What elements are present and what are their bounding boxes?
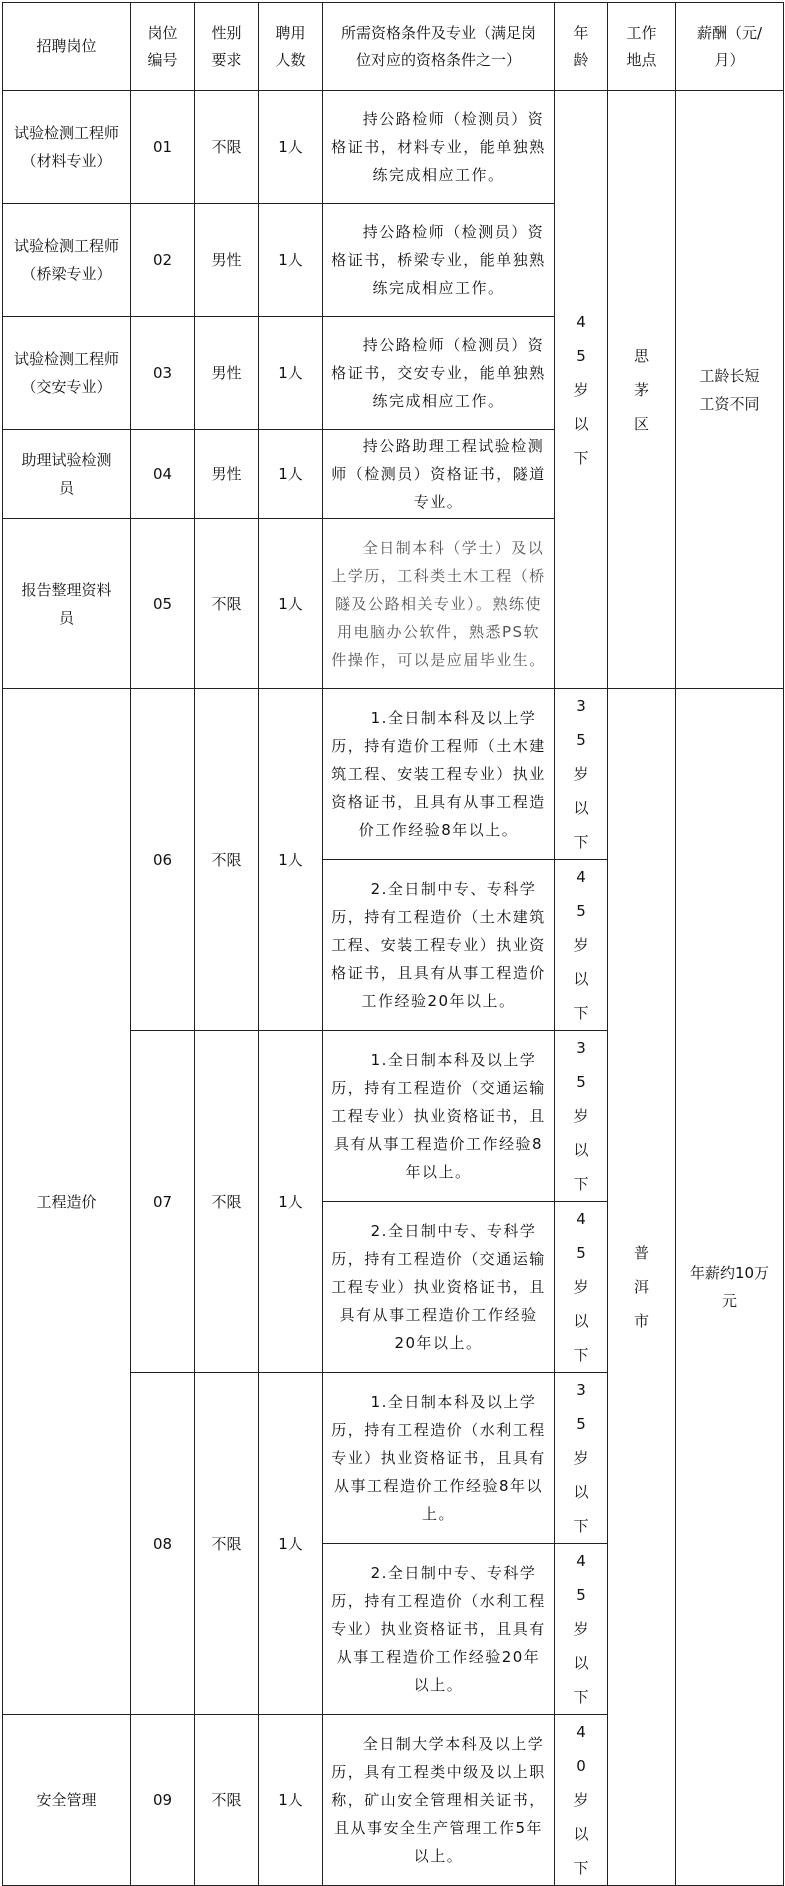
requirement-cell: 1.全日制本科及以上学历，持有工程造价（水利工程专业）执业资格证书，且具有从事工程造价工作经验8年以上。 (323, 1373, 555, 1544)
code-cell: 04 (131, 430, 195, 519)
count-cell: 1人 (259, 689, 323, 1031)
location-cell: 思茅区 (608, 91, 676, 689)
header-age: 年龄 (555, 3, 608, 91)
requirement-cell: 持公路检师（检测员）资格证书，桥梁专业，能单独熟练完成相应工作。 (323, 204, 555, 317)
recruitment-table (2, 2, 784, 1886)
header-gender: 性别要求 (195, 3, 259, 91)
count-cell: 1人 (259, 430, 323, 519)
count-cell: 1人 (259, 1373, 323, 1715)
count-cell: 1人 (259, 204, 323, 317)
position-cell: 报告整理资料员 (3, 519, 131, 689)
code-cell: 07 (131, 1031, 195, 1373)
requirement-cell: 2.全日制中专、专科学历，持有工程造价（土木建筑工程、安装工程专业）执业资格证书，且具有从事工程造价工作经验20年以上。 (323, 860, 555, 1031)
requirement-cell: 1.全日制本科及以上学历，持有工程造价（交通运输工程专业）执业资格证书，且具有从事工程造价工作经验8年以上。 (323, 1031, 555, 1202)
header-row (3, 3, 784, 91)
gender-cell: 不限 (195, 1373, 259, 1715)
position-cell: 安全管理 (3, 1715, 131, 1886)
requirement-cell: 1.全日制本科及以上学历，持有造价工程师（土木建筑工程、安装工程专业）执业资格证书，且具有从事工程造价工作经验8年以上。 (323, 689, 555, 860)
age-cell: 35岁以下 (555, 689, 608, 860)
age-cell: 35岁以下 (555, 1031, 608, 1202)
header-position: 招聘岗位 (3, 3, 131, 91)
requirement-cell: 全日制大学本科及以上学历，具有工程类中级及以上职称，矿山安全管理相关证书，且从事安全生产管理工作5年以上。 (323, 1715, 555, 1886)
header-count: 聘用人数 (259, 3, 323, 91)
age-cell: 45岁以下 (555, 860, 608, 1031)
position-cell: 工程造价 (3, 689, 131, 1715)
position-cell: 助理试验检测员 (3, 430, 131, 519)
code-cell: 02 (131, 204, 195, 317)
code-cell: 08 (131, 1373, 195, 1715)
position-cell: 试验检测工程师（材料专业） (3, 91, 131, 204)
age-cell: 45岁以下 (555, 91, 608, 689)
header-salary: 薪酬（元/月） (676, 3, 784, 91)
gender-cell: 男性 (195, 317, 259, 430)
code-cell: 09 (131, 1715, 195, 1886)
code-cell: 03 (131, 317, 195, 430)
requirement-cell: 持公路检师（检测员）资格证书，材料专业，能单独熟练完成相应工作。 (323, 91, 555, 204)
position-cell: 试验检测工程师（桥梁专业） (3, 204, 131, 317)
requirement-cell: 全日制本科（学士）及以上学历，工科类土木工程（桥隧及公路相关专业）。熟练使用电脑办公软件，熟悉PS软件操作，可以是应届毕业生。 (323, 519, 555, 689)
gender-cell: 不限 (195, 91, 259, 204)
position-cell: 试验检测工程师（交安专业） (3, 317, 131, 430)
requirement-cell: 持公路检师（检测员）资格证书，交安专业，能单独熟练完成相应工作。 (323, 317, 555, 430)
gender-cell: 不限 (195, 519, 259, 689)
code-cell: 05 (131, 519, 195, 689)
count-cell: 1人 (259, 1715, 323, 1886)
count-cell: 1人 (259, 1031, 323, 1373)
age-cell: 45岁以下 (555, 1202, 608, 1373)
salary-cell: 年薪约10万元 (676, 689, 784, 1886)
count-cell: 1人 (259, 91, 323, 204)
gender-cell: 不限 (195, 689, 259, 1031)
header-location: 工作地点 (608, 3, 676, 91)
code-cell: 01 (131, 91, 195, 204)
table-row (3, 689, 784, 860)
count-cell: 1人 (259, 519, 323, 689)
count-cell: 1人 (259, 317, 323, 430)
gender-cell: 不限 (195, 1715, 259, 1886)
requirement-cell: 持公路助理工程试验检测师（检测员）资格证书，隧道专业。 (323, 430, 555, 519)
code-cell: 06 (131, 689, 195, 1031)
requirement-cell: 2.全日制中专、专科学历，持有工程造价（水利工程专业）执业资格证书，且具有从事工程造价工作经验20年以上。 (323, 1544, 555, 1715)
header-requirements: 所需资格条件及专业（满足岗位对应的资格条件之一） (323, 3, 555, 91)
table-row (3, 91, 784, 204)
gender-cell: 男性 (195, 430, 259, 519)
age-cell: 45岁以下 (555, 1544, 608, 1715)
age-cell: 35岁以下 (555, 1373, 608, 1544)
age-cell: 40岁以下 (555, 1715, 608, 1886)
location-cell: 普洱市 (608, 689, 676, 1886)
gender-cell: 男性 (195, 204, 259, 317)
header-code: 岗位编号 (131, 3, 195, 91)
salary-cell: 工龄长短工资不同 (676, 91, 784, 689)
gender-cell: 不限 (195, 1031, 259, 1373)
requirement-cell: 2.全日制中专、专科学历，持有工程造价（交通运输工程专业）执业资格证书，且具有从事工程造价工作经验20年以上。 (323, 1202, 555, 1373)
